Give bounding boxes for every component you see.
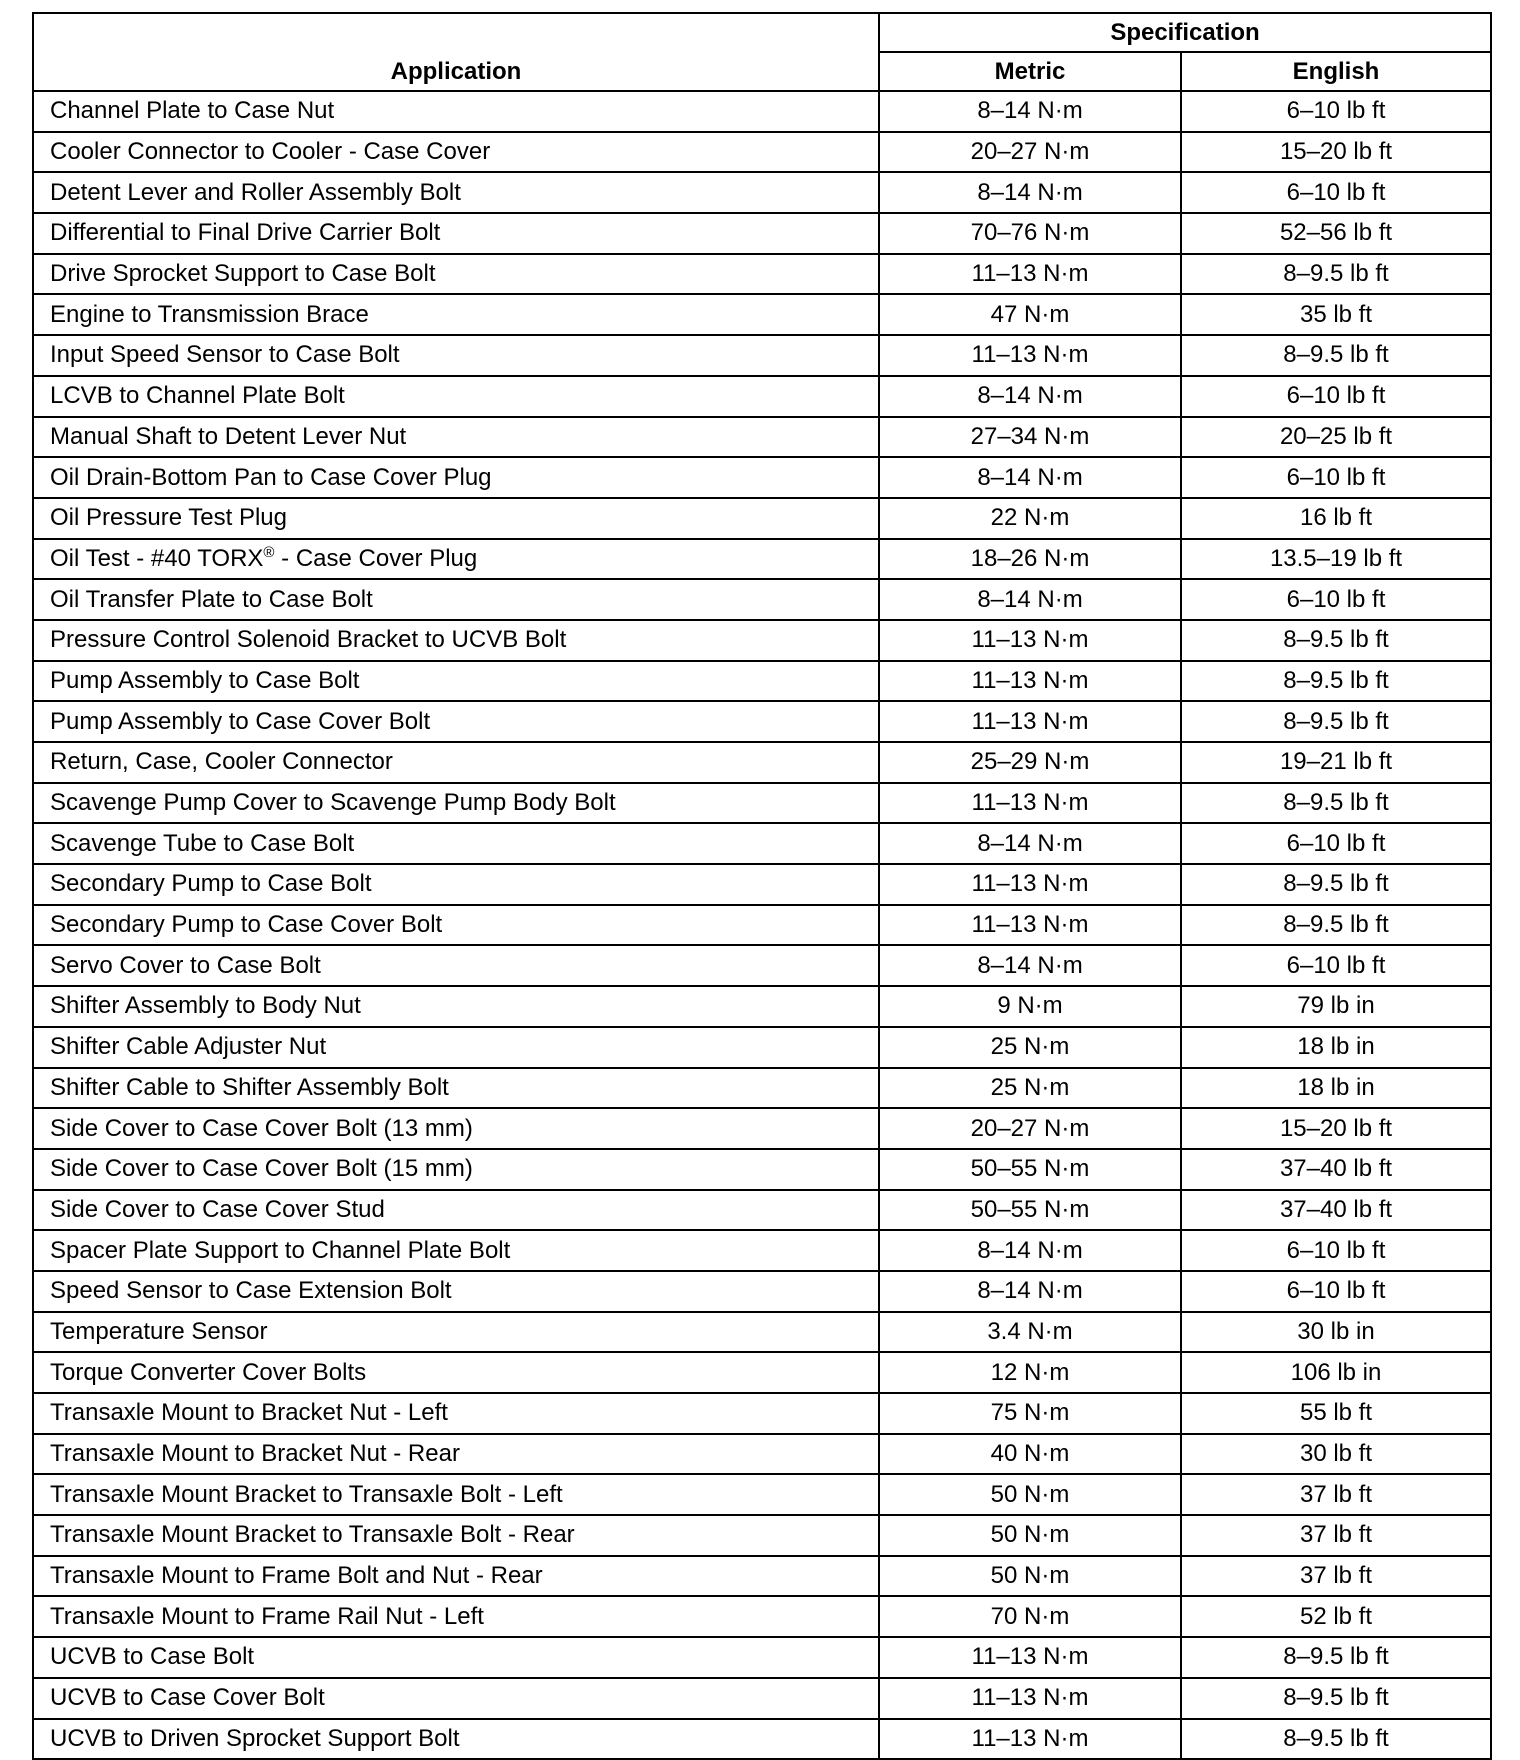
english-cell: 8–9.5 lb ft (1181, 254, 1491, 295)
metric-cell: 25 N·m (879, 1068, 1181, 1109)
application-cell (33, 1271, 879, 1312)
english-cell: 8–9.5 lb ft (1181, 701, 1491, 742)
table-row (33, 1352, 1491, 1393)
application-text: Engine to Transmission Brace (50, 300, 369, 328)
table-row (33, 1068, 1491, 1109)
english-cell: 37–40 lb ft (1181, 1149, 1491, 1190)
english-cell: 8–9.5 lb ft (1181, 620, 1491, 661)
metric-cell: 8–14 N·m (879, 1230, 1181, 1271)
application-text: Channel Plate to Case Nut (50, 97, 335, 125)
application-header: Application (33, 13, 879, 91)
application-cell (33, 498, 879, 539)
table-row (33, 213, 1491, 254)
english-cell: 20–25 lb ft (1181, 417, 1491, 458)
application-text: Oil Drain-Bottom Pan to Case Cover Plug (50, 463, 492, 491)
english-cell: 8–9.5 lb ft (1181, 335, 1491, 376)
english-cell: 15–20 lb ft (1181, 1108, 1491, 1149)
table-row (33, 1271, 1491, 1312)
application-cell (33, 1434, 879, 1475)
application-text: Side Cover to Case Cover Stud (50, 1195, 385, 1223)
english-cell: 8–9.5 lb ft (1181, 864, 1491, 905)
application-text: Transaxle Mount to Bracket Nut - Rear (50, 1440, 460, 1468)
english-cell: 8–9.5 lb ft (1181, 1678, 1491, 1719)
english-cell: 6–10 lb ft (1181, 457, 1491, 498)
application-text: Oil Test - #40 TORX (50, 544, 264, 572)
english-cell: 30 lb ft (1181, 1434, 1491, 1475)
metric-cell: 8–14 N·m (879, 91, 1181, 132)
table-row (33, 1637, 1491, 1678)
application-text: Manual Shaft to Detent Lever Nut (50, 422, 407, 450)
application-cell (33, 1678, 879, 1719)
english-cell: 6–10 lb ft (1181, 1271, 1491, 1312)
application-cell (33, 376, 879, 417)
application-suffix: - Case Cover Plug (274, 544, 478, 572)
header-row-1 (33, 13, 1491, 52)
metric-cell: 70 N·m (879, 1596, 1181, 1637)
application-text: Side Cover to Case Cover Bolt (13 mm) (50, 1114, 473, 1142)
english-cell: 106 lb in (1181, 1352, 1491, 1393)
table-header (33, 13, 1491, 91)
application-text: Pump Assembly to Case Bolt (50, 666, 360, 694)
application-cell (33, 1596, 879, 1637)
metric-cell: 25 N·m (879, 1027, 1181, 1068)
table-row (33, 172, 1491, 213)
application-cell (33, 742, 879, 783)
table-row (33, 905, 1491, 946)
metric-cell: 75 N·m (879, 1393, 1181, 1434)
english-cell: 79 lb in (1181, 986, 1491, 1027)
english-cell: 35 lb ft (1181, 294, 1491, 335)
application-cell (33, 1108, 879, 1149)
english-cell: 55 lb ft (1181, 1393, 1491, 1434)
english-cell: 6–10 lb ft (1181, 823, 1491, 864)
table-row (33, 1556, 1491, 1597)
metric-cell: 11–13 N·m (879, 661, 1181, 702)
application-cell (33, 1068, 879, 1109)
english-cell: 6–10 lb ft (1181, 91, 1491, 132)
english-cell: 8–9.5 lb ft (1181, 1719, 1491, 1760)
application-cell (33, 172, 879, 213)
application-cell (33, 1515, 879, 1556)
application-text: Secondary Pump to Case Cover Bolt (50, 911, 443, 939)
application-text: Speed Sensor to Case Extension Bolt (50, 1277, 452, 1305)
metric-cell: 8–14 N·m (879, 172, 1181, 213)
application-text: Differential to Final Drive Carrier Bolt (50, 219, 441, 247)
application-cell (33, 1719, 879, 1760)
metric-cell: 11–13 N·m (879, 783, 1181, 824)
table-row (33, 661, 1491, 702)
english-cell: 30 lb in (1181, 1312, 1491, 1353)
application-text: Detent Lever and Roller Assembly Bolt (50, 178, 461, 206)
metric-cell: 3.4 N·m (879, 1312, 1181, 1353)
metric-cell: 8–14 N·m (879, 376, 1181, 417)
metric-cell: 8–14 N·m (879, 579, 1181, 620)
metric-cell: 8–14 N·m (879, 823, 1181, 864)
table-row (33, 254, 1491, 295)
application-cell (33, 864, 879, 905)
table-row (33, 91, 1491, 132)
application-cell (33, 1149, 879, 1190)
metric-cell: 11–13 N·m (879, 1719, 1181, 1760)
application-cell (33, 945, 879, 986)
application-cell (33, 91, 879, 132)
application-text: Shifter Cable Adjuster Nut (50, 1033, 327, 1061)
specification-header: Specification (879, 13, 1491, 52)
table-row (33, 294, 1491, 335)
metric-cell: 40 N·m (879, 1434, 1181, 1475)
table-row (33, 742, 1491, 783)
english-cell: 6–10 lb ft (1181, 945, 1491, 986)
application-cell (33, 539, 879, 580)
application-text: Temperature Sensor (50, 1317, 268, 1345)
application-text: Transaxle Mount Bracket to Transaxle Bolt - Left (50, 1480, 563, 1508)
application-text: Transaxle Mount to Bracket Nut - Left (50, 1399, 448, 1427)
application-cell (33, 132, 879, 173)
table-row (33, 1678, 1491, 1719)
metric-cell: 9 N·m (879, 986, 1181, 1027)
english-cell: 37 lb ft (1181, 1556, 1491, 1597)
application-text: Drive Sprocket Support to Case Bolt (50, 260, 436, 288)
application-cell (33, 335, 879, 376)
application-text: Return, Case, Cooler Connector (50, 748, 393, 776)
application-cell (33, 1312, 879, 1353)
table-body (33, 91, 1491, 1759)
metric-cell: 50–55 N·m (879, 1190, 1181, 1231)
application-cell (33, 701, 879, 742)
table-row (33, 1596, 1491, 1637)
english-cell: 13.5–19 lb ft (1181, 539, 1491, 580)
application-text: LCVB to Channel Plate Bolt (50, 382, 345, 410)
registered-mark: ® (263, 543, 275, 561)
torque-specification-table (32, 12, 1492, 1760)
metric-cell: 11–13 N·m (879, 1637, 1181, 1678)
english-cell: 6–10 lb ft (1181, 172, 1491, 213)
table-row (33, 823, 1491, 864)
application-text: Shifter Assembly to Body Nut (50, 992, 361, 1020)
application-text: Scavenge Tube to Case Bolt (50, 829, 355, 857)
metric-cell: 11–13 N·m (879, 1678, 1181, 1719)
table-row (33, 783, 1491, 824)
application-cell (33, 1556, 879, 1597)
english-cell: 37 lb ft (1181, 1474, 1491, 1515)
application-cell (33, 1474, 879, 1515)
metric-cell: 11–13 N·m (879, 701, 1181, 742)
application-text: UCVB to Driven Sprocket Support Bolt (50, 1724, 460, 1752)
table-row (33, 1393, 1491, 1434)
table-row (33, 1027, 1491, 1068)
table-row (33, 1149, 1491, 1190)
application-text: Servo Cover to Case Bolt (50, 951, 321, 979)
english-cell: 18 lb in (1181, 1027, 1491, 1068)
application-text: Transaxle Mount to Frame Bolt and Nut - Rear (50, 1562, 543, 1590)
english-cell: 6–10 lb ft (1181, 579, 1491, 620)
application-text: Transaxle Mount Bracket to Transaxle Bolt - Rear (50, 1521, 575, 1549)
application-text: Pump Assembly to Case Cover Bolt (50, 707, 431, 735)
english-cell: 8–9.5 lb ft (1181, 1637, 1491, 1678)
table-row (33, 376, 1491, 417)
metric-cell: 11–13 N·m (879, 864, 1181, 905)
application-text: Torque Converter Cover Bolts (50, 1358, 367, 1386)
metric-cell: 70–76 N·m (879, 213, 1181, 254)
english-cell: 37 lb ft (1181, 1515, 1491, 1556)
metric-cell: 11–13 N·m (879, 905, 1181, 946)
application-cell (33, 457, 879, 498)
table-row (33, 1312, 1491, 1353)
application-cell (33, 823, 879, 864)
english-cell: 8–9.5 lb ft (1181, 661, 1491, 702)
application-text: Oil Pressure Test Plug (50, 504, 287, 532)
table-row (33, 457, 1491, 498)
application-cell (33, 1352, 879, 1393)
english-cell: 15–20 lb ft (1181, 132, 1491, 173)
table-row (33, 1190, 1491, 1231)
english-header: English (1181, 52, 1491, 91)
table-row (33, 1719, 1491, 1760)
english-cell: 6–10 lb ft (1181, 376, 1491, 417)
table-row (33, 945, 1491, 986)
application-text: Cooler Connector to Cooler - Case Cover (50, 138, 491, 166)
table-row (33, 1474, 1491, 1515)
metric-cell: 50 N·m (879, 1515, 1181, 1556)
english-cell: 52–56 lb ft (1181, 213, 1491, 254)
application-text: Side Cover to Case Cover Bolt (15 mm) (50, 1155, 473, 1183)
metric-cell: 27–34 N·m (879, 417, 1181, 458)
application-cell (33, 905, 879, 946)
table-row (33, 1434, 1491, 1475)
application-text: Transaxle Mount to Frame Rail Nut - Left (50, 1602, 484, 1630)
table-row (33, 701, 1491, 742)
application-text: UCVB to Case Bolt (50, 1643, 255, 1671)
metric-cell: 22 N·m (879, 498, 1181, 539)
metric-cell: 18–26 N·m (879, 539, 1181, 580)
application-cell (33, 1637, 879, 1678)
application-cell (33, 1230, 879, 1271)
application-text: Spacer Plate Support to Channel Plate Bolt (50, 1236, 511, 1264)
application-cell (33, 986, 879, 1027)
application-cell (33, 294, 879, 335)
metric-cell: 20–27 N·m (879, 132, 1181, 173)
application-cell (33, 579, 879, 620)
application-text: Shifter Cable to Shifter Assembly Bolt (50, 1073, 449, 1101)
table-row (33, 417, 1491, 458)
application-cell (33, 213, 879, 254)
application-cell (33, 1393, 879, 1434)
metric-cell: 50 N·m (879, 1556, 1181, 1597)
application-cell (33, 783, 879, 824)
metric-cell: 11–13 N·m (879, 335, 1181, 376)
table-row (33, 335, 1491, 376)
table-row (33, 579, 1491, 620)
english-cell: 8–9.5 lb ft (1181, 905, 1491, 946)
metric-cell: 25–29 N·m (879, 742, 1181, 783)
table-row (33, 864, 1491, 905)
metric-cell: 50–55 N·m (879, 1149, 1181, 1190)
application-cell (33, 417, 879, 458)
application-text: Pressure Control Solenoid Bracket to UCVB Bolt (50, 626, 567, 654)
english-cell: 6–10 lb ft (1181, 1230, 1491, 1271)
metric-cell: 12 N·m (879, 1352, 1181, 1393)
metric-cell: 47 N·m (879, 294, 1181, 335)
table-row (33, 539, 1491, 580)
english-cell: 19–21 lb ft (1181, 742, 1491, 783)
metric-cell: 50 N·m (879, 1474, 1181, 1515)
table-row (33, 132, 1491, 173)
metric-cell: 11–13 N·m (879, 254, 1181, 295)
table-row (33, 986, 1491, 1027)
metric-cell: 20–27 N·m (879, 1108, 1181, 1149)
table-row (33, 620, 1491, 661)
table-row (33, 1108, 1491, 1149)
english-cell: 18 lb in (1181, 1068, 1491, 1109)
application-cell (33, 620, 879, 661)
application-text: Oil Transfer Plate to Case Bolt (50, 585, 373, 613)
metric-cell: 11–13 N·m (879, 620, 1181, 661)
application-text: UCVB to Case Cover Bolt (50, 1684, 325, 1712)
table-row (33, 1515, 1491, 1556)
metric-cell: 8–14 N·m (879, 1271, 1181, 1312)
english-cell: 16 lb ft (1181, 498, 1491, 539)
application-cell (33, 254, 879, 295)
application-cell (33, 661, 879, 702)
application-cell (33, 1190, 879, 1231)
english-cell: 37–40 lb ft (1181, 1190, 1491, 1231)
table-row (33, 498, 1491, 539)
table-row (33, 1230, 1491, 1271)
application-text: Input Speed Sensor to Case Bolt (50, 341, 400, 369)
english-cell: 52 lb ft (1181, 1596, 1491, 1637)
metric-header: Metric (879, 52, 1181, 91)
english-cell: 8–9.5 lb ft (1181, 783, 1491, 824)
application-text: Scavenge Pump Cover to Scavenge Pump Body Bolt (50, 789, 616, 817)
application-text: Secondary Pump to Case Bolt (50, 870, 372, 898)
metric-cell: 8–14 N·m (879, 457, 1181, 498)
metric-cell: 8–14 N·m (879, 945, 1181, 986)
application-cell (33, 1027, 879, 1068)
